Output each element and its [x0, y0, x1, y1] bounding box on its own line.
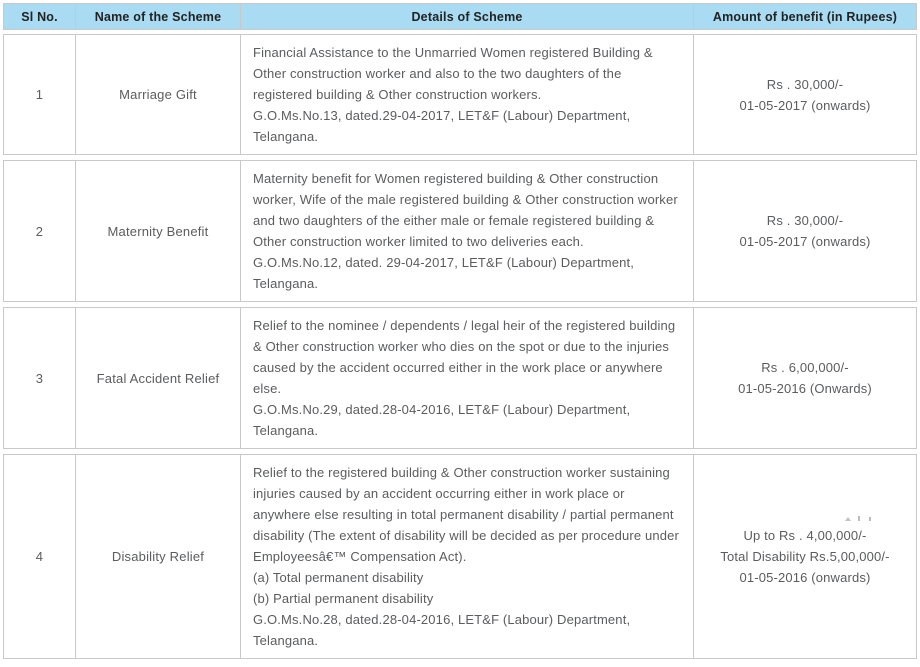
row-sl-no: 4 [4, 455, 76, 658]
amount-effective-date: 01-05-2016 (Onwards) [738, 381, 872, 396]
details-go-reference: G.O.Ms.No.28, dated.28-04-2016, LET&F (Labour) Department, Telangana. [253, 612, 631, 648]
amount-value: Rs . 30,000/- [766, 213, 844, 228]
amount-value: Rs . 30,000/- [766, 76, 844, 92]
row-details [241, 35, 694, 154]
row-amount [694, 308, 916, 448]
header-amount: Amount of benefit (in Rupees) [712, 9, 898, 24]
details-paragraph: Financial Assistance to the Unmarried Women registered Building & Other construction worker and also to the two daughters of the registered building & Other construction workers. [253, 45, 653, 102]
row-scheme-name: Maternity Benefit [76, 161, 241, 301]
details-paragraph: Maternity benefit for Women registered building & Other construction worker, Wife of the male registered building & Other construction worker and two daughters of the either male or female registered building & Other construction worker limited to two deliveries each. [253, 171, 678, 249]
row-details [241, 161, 694, 301]
details-paragraph: Relief to the registered building & Other construction worker sustaining injuries caused by an accident occurring either in work place or anywhere else resulting in total permanent disability / partial permanent disability (The extent of disability will be decided as per procedure under Employeesâ€™ Compensation Act). [253, 465, 680, 564]
table-row [3, 454, 917, 659]
header-sl-no: Sl No. [4, 4, 76, 29]
details-item-b: (b) Partial permanent disability [253, 591, 434, 606]
row-sl-no: 2 [4, 161, 76, 301]
amount-effective-date: 01-05-2017 (onwards) [739, 97, 871, 113]
amount-value: Rs . 6,00,000/- [761, 360, 849, 375]
table-row [3, 34, 917, 155]
row-sl-no: 3 [4, 308, 76, 448]
row-scheme-name: Fatal Accident Relief [76, 308, 241, 448]
table-header-row [3, 3, 917, 30]
cutoff-text-remnant [869, 517, 871, 521]
cutoff-text-remnant [858, 516, 860, 521]
details-go-reference: G.O.Ms.No.13, dated.29-04-2017, LET&F (Labour) Department, Telangana. [253, 108, 631, 144]
details-item-a: (a) Total permanent disability [253, 570, 424, 585]
details-paragraph: Relief to the nominee / dependents / legal heir of the registered building & Other construction worker who dies on the spot or due to the injuries caused by the accident occurred either in the work place or anywhere else. [253, 318, 676, 396]
row-details [241, 455, 694, 658]
amount-total-disability: Total Disability Rs.5,00,000/- [720, 549, 890, 564]
details-go-reference: G.O.Ms.No.29, dated.28-04-2016, LET&F (Labour) Department, Telangana. [253, 402, 631, 438]
row-amount [694, 35, 916, 154]
row-sl-no: 1 [4, 35, 76, 154]
header-scheme-name: Name of the Scheme [76, 4, 241, 29]
row-scheme-name: Disability Relief [76, 455, 241, 658]
table-row [3, 307, 917, 449]
amount-value: Up to Rs . 4,00,000/- [743, 528, 867, 543]
row-amount [694, 455, 916, 658]
table-row [3, 160, 917, 302]
amount-effective-date: 01-05-2016 (onwards) [739, 570, 871, 585]
header-details: Details of Scheme [241, 4, 694, 29]
details-go-reference: G.O.Ms.No.12, dated. 29-04-2017, LET&F (Labour) Department, Telangana. [253, 255, 634, 291]
row-details [241, 308, 694, 448]
row-scheme-name: Marriage Gift [76, 35, 241, 154]
row-amount [694, 161, 916, 301]
amount-effective-date: 01-05-2017 (onwards) [739, 234, 871, 249]
